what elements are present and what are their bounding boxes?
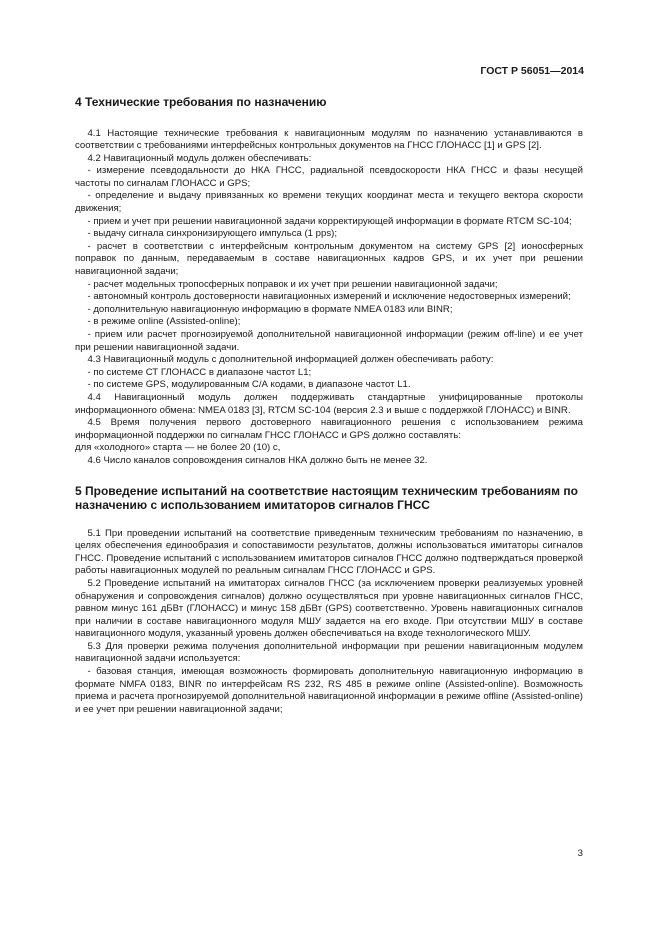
list-item: - прием и учет при решении навигационной задачи корректирующей информации в формате RTCM SC-104; [87,215,572,227]
standard-designation: ГОСТ Р 56051—2014 [480,65,584,77]
section-5-body [75,528,583,717]
paragraph-4-4: 4.4 Навигационный модуль должен поддерживать стандартные унифицированные протоколы информационного обмена: NMEA 0183 [3], RTCM SC-104 (версия 2.3 и выше с поддержкой ГЛОНАСС) и BINR. [75,391,583,416]
list-item: - расчет модельных тропосферных поправок и их учет при решении навигационной задачи; [87,278,498,290]
paragraph-4-3: 4.3 Навигационный модуль с дополнительной информацией должен обеспечивать работу: [87,354,494,366]
paragraph-5-2: 5.2 Проведение испытаний на имитаторах сигналов ГНСС (за исключением проверки реализуемых уровней обнаружения и сопровождения сигналов) должно осуществляться при уровне навигационных сигналов ГНСС, равном минус 161 дБВт (ГЛОНАСС) и минус 158 дБВт (GPS) соответственно. Уровень навигационных сигналов при наличии в составе навигационного модуля МШУ задается на его входе. При отсутствии МШУ в составе навигационного модуля, указанный уровень должен обеспечиваться на входе технологического МШУ. [75,577,583,640]
paragraph-4-1: 4.1 Настоящие технические требования к навигационным модулям по назначению устанавливаются в соответствии с требованиями интерфейсных контрольных документов на ГНСС ГЛОНАСС [1] и GPS [2]. [75,127,583,152]
paragraph-5-1: 5.1 При проведении испытаний на соответствие приведенным техническим требованиям по назначению, в целях обеспечения единообразия и сопоставимости результатов, должны использоваться имитаторы сигналов ГНСС. Проведение испытаний с использованием имитаторов сигналов ГНСС должно подтверждаться проверкой работы навигационных модулей по реальным сигналам ГНСС ГЛОНАСС и GPS. [75,527,583,577]
list-item: - автономный контроль достоверности навигационных измерений и исключение недостоверных измерений; [87,291,571,303]
list-item: - определение и выдачу привязанных ко времени текущих координат места и текущего вектора скорости движения; [75,190,583,215]
list-item: - выдачу сигнала синхронизирующего импульса (1 pps); [87,228,338,240]
section-4-title: 4 Технические требования по назначению [75,95,327,109]
section-5-title: 5 Проведение испытаний на соответствие настоящим техническим требованиям по назначению с использованием имитаторов сигналов ГНСС [75,483,578,513]
list-item: - дополнительную навигационную информацию в формате NMEA 0183 или BINR; [87,303,453,315]
cold-start-line: для «холодного» старта — не более 20 (10) с, [75,442,281,454]
page-number: 3 [577,848,583,859]
list-item: - измерение псевдодальности до НКА ГНСС, радиальной псевдоскорости НКА ГНСС и фазы несущей частоты по сигналам ГЛОНАСС и GPS; [75,165,583,189]
paragraph-5-3: 5.3 Для проверки режима получения дополнительной информации при решении навигационным модулем навигационной задачи используется: [75,640,583,665]
list-item: - расчет в соответствии с интерфейсным контрольным документом на систему GPS [2] ионосферных поправок по данным, передаваемым в составе навигационных кадров GPS, и их учет при решении навигационной задачи; [75,240,583,278]
paragraph-4-5: 4.5 Время получения первого достоверного навигационного решения с использованием режима информационной поддержки по сигналам ГНСС ГЛОНАСС и GPS должно составлять: [75,417,583,441]
paragraph-4-6: 4.6 Число каналов сопровождения сигналов НКА должно быть не менее 32. [87,454,428,466]
list-item: - в режиме online (Assisted-online); [87,316,241,328]
paragraph-4-2: 4.2 Навигационный модуль должен обеспечивать: [87,152,312,164]
page-content [75,90,583,716]
list-item: - по системе GPS, модулированным С/А кодами, в диапазоне частот L1. [87,379,411,391]
list-item: - по системе СТ ГЛОНАСС в диапазоне частот L1; [87,366,312,378]
section-4-body [75,128,583,468]
list-item: - прием или расчет прогнозируемой дополнительной навигационной информации (режим off-line) и ее учет при решении навигационной задачи. [75,329,583,353]
list-item: - базовая станция, имеющая возможность формировать дополнительную навигационную информацию в формате NMFA 0183, BINR по интерфейсам RS 232, RS 485 в режиме online (Assisted-online). Возможность приема и расчета прогнозируемой дополнительной навигационной информации в режиме offline (Assisted-online) и ее учет при решении навигационной задачи; [75,666,583,715]
